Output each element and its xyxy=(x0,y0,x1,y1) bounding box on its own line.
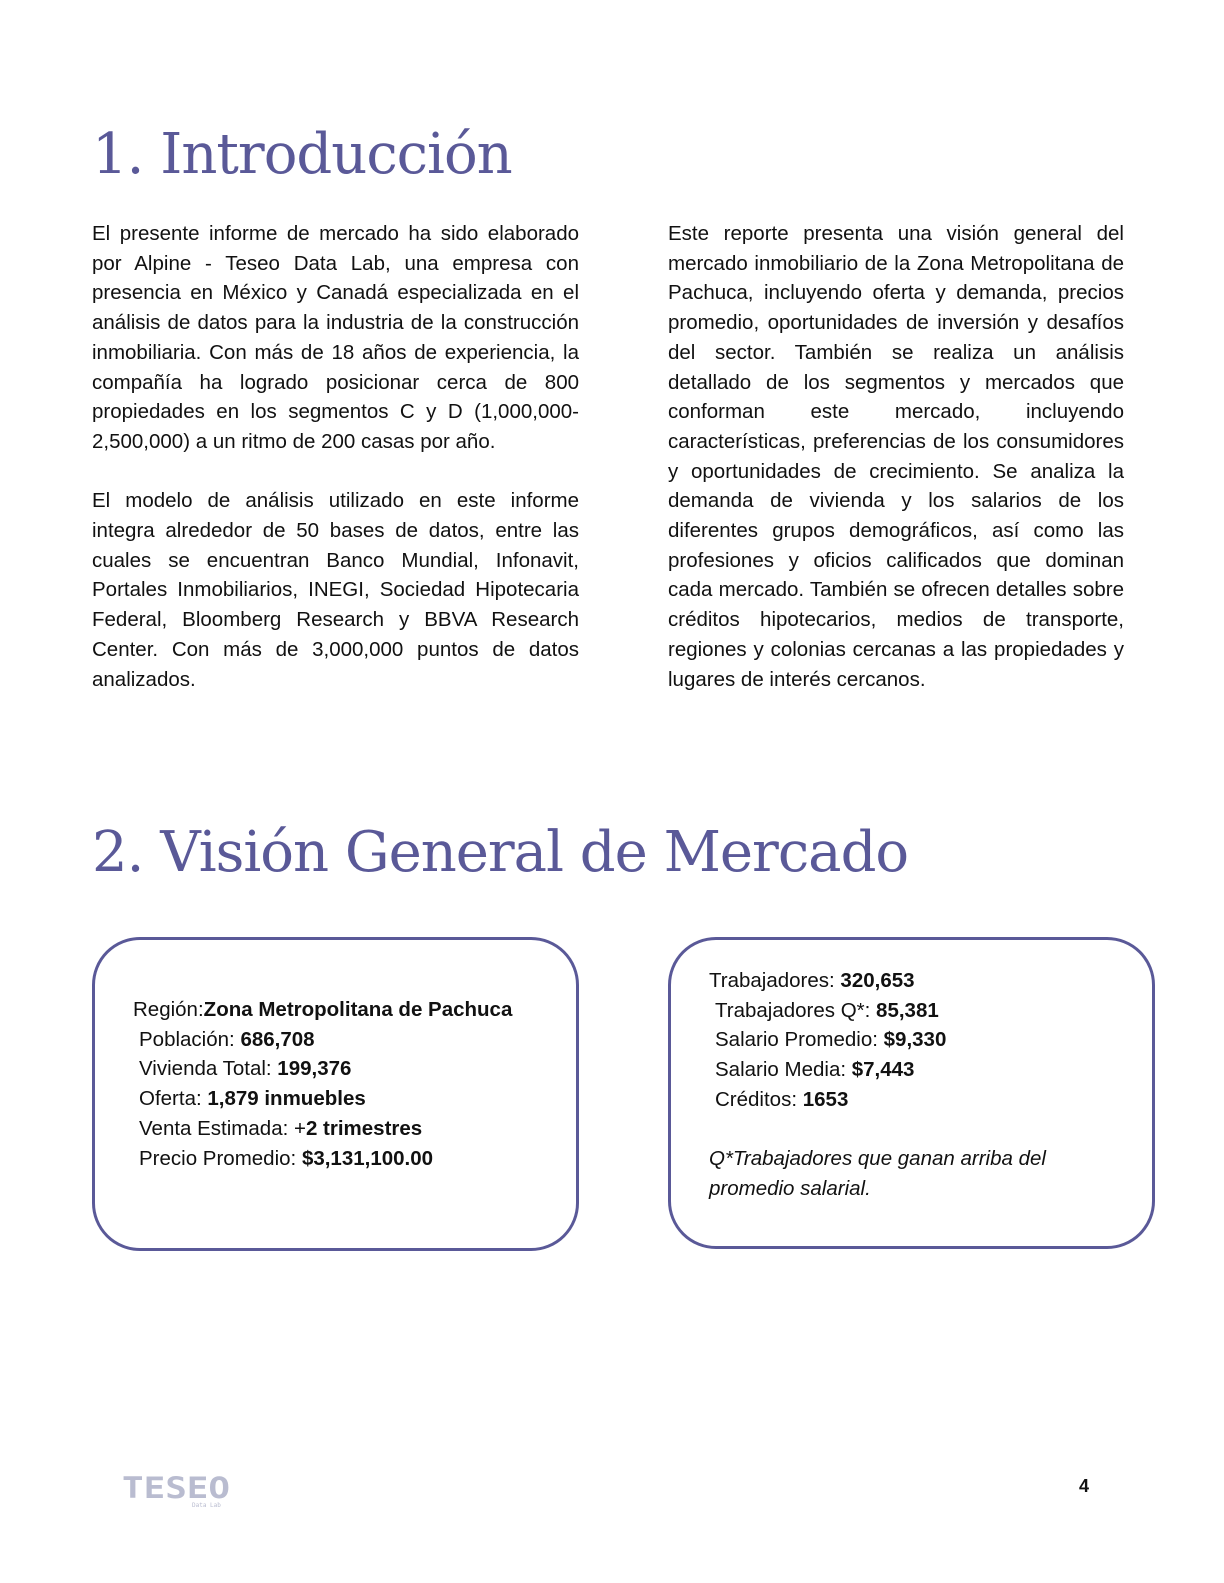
median-salary-value: $7,443 xyxy=(851,1058,915,1082)
credits-label: Créditos: xyxy=(715,1087,803,1111)
region-value: Zona Metropolitana de Pachuca xyxy=(203,998,513,1021)
workers-q-value: 85,381 xyxy=(876,998,939,1022)
intro-right-column xyxy=(668,219,1124,694)
credits-value: 1653 xyxy=(802,1087,849,1111)
average-salary-label: Salario Promedio: xyxy=(715,1028,884,1052)
housing-row xyxy=(133,1054,576,1084)
offer-value: 1,879 inmuebles xyxy=(207,1087,366,1111)
workers-q-footnote: Q*Trabajadores que ganan arriba del promedio salarial. xyxy=(709,1147,1046,1200)
page-number: 4 xyxy=(1079,1476,1090,1496)
workers-q-row xyxy=(709,996,1152,1026)
housing-value: 199,376 xyxy=(277,1057,352,1081)
median-salary-row xyxy=(709,1055,1152,1085)
population-label: Población: xyxy=(139,1027,241,1051)
workers-q-label: Trabajadores Q*: xyxy=(715,998,877,1022)
median-salary-label: Salario Media: xyxy=(715,1058,852,1082)
logo-subtext: Data Lab xyxy=(192,1502,221,1509)
workers-value: 320,653 xyxy=(840,969,915,992)
market-summary-card xyxy=(92,937,579,1251)
intro-paragraph-2: El modelo de análisis utilizado en este informe integra alrededor de 50 bases de datos, entre las cuales se encuentran Banco Mundial, Infonavit, Portales Inmobiliarios, INEGI, Sociedad Hipotecaria Federal, Bloomberg Research y BBVA Research Center. Con más de 3,000,000 puntos de datos analizados. xyxy=(92,489,579,691)
intro-paragraph-1: El presente informe de mercado ha sido elaborado por Alpine - Teseo Data Lab, una empresa con presencia en México y Canadá especializada en el análisis de datos para la industria de la construcción inmobiliaria. Con más de 18 años de experiencia, la compañía ha logrado posicionar cerca de 800 propiedades en los segmentos C y D (1,000,000-2,500,000) a un ritmo de 200 casas por año. xyxy=(92,222,579,453)
region-label: Región: xyxy=(133,998,204,1021)
intro-left-column xyxy=(92,219,579,694)
average-price-value: $3,131,100.00 xyxy=(301,1146,434,1170)
logo-wordmark: TESEO xyxy=(122,1471,230,1505)
workers-label: Trabajadores: xyxy=(709,969,841,992)
teseo-logo xyxy=(122,1471,234,1511)
average-price-row xyxy=(133,1144,576,1174)
estimated-sale-label: Venta Estimada: + xyxy=(139,1116,306,1140)
workers-row xyxy=(709,966,1152,996)
average-price-label: Precio Promedio: xyxy=(139,1146,302,1170)
intro-paragraph-3: Este reporte presenta una visión general del mercado inmobiliario de la Zona Metropolitana de Pachuca, incluyendo oferta y demanda, precios promedio, oportunidades de inversión y desafíos del sector. También se realiza un análisis detallado de los segmentos y mercados que conforman este mercado, incluyendo características, preferencias de los consumidores y oportunidades de crecimiento. Se analiza la demanda de vivienda y los salarios de los diferentes grupos demográficos, así como las profesiones y oficios calificados que dominan cada mercado. También se ofrecen detalles sobre créditos hipotecarios, medios de transporte, regiones y colonias cercanas a las propiedades y lugares de interés cercanos. xyxy=(668,222,1124,691)
housing-label: Vivienda Total: xyxy=(139,1057,278,1081)
credits-row xyxy=(709,1085,1152,1115)
workers-summary-card xyxy=(668,937,1155,1249)
section-1-title: 1. Introducción xyxy=(92,122,512,187)
average-salary-row xyxy=(709,1025,1152,1055)
estimated-sale-row xyxy=(133,1114,576,1144)
population-row xyxy=(133,1025,576,1055)
population-value: 686,708 xyxy=(240,1027,315,1051)
estimated-sale-value: 2 trimestres xyxy=(305,1116,423,1140)
region-row xyxy=(133,995,576,1025)
average-salary-value: $9,330 xyxy=(883,1028,947,1052)
offer-row xyxy=(133,1084,576,1114)
section-2-title: 2. Visión General de Mercado xyxy=(92,820,909,885)
offer-label: Oferta: xyxy=(139,1087,208,1111)
